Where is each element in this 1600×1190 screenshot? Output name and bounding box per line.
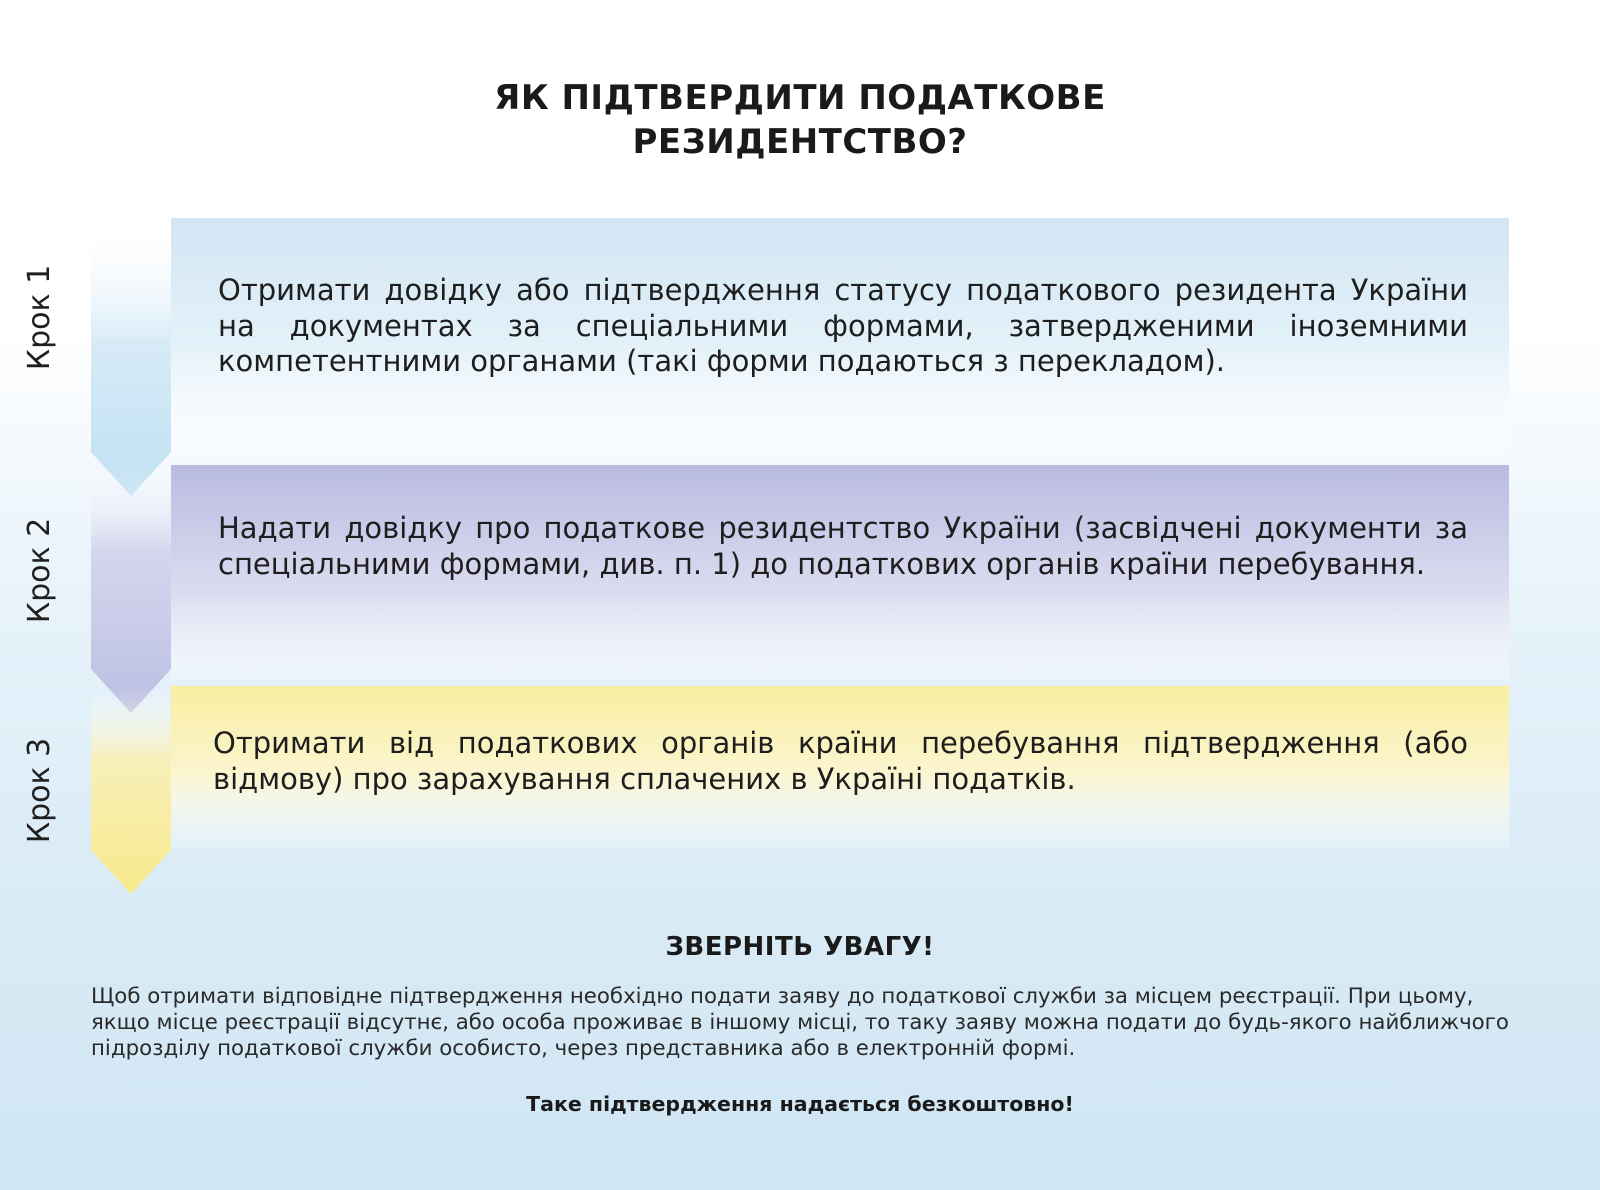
page-title: [0, 76, 1600, 164]
step-3-text: Отримати від податкових органів країни перебування підтвердження (або відмову) про зарахування сплачених в Україні податків.: [213, 726, 1468, 796]
step-3-tab-arrow: [91, 688, 171, 894]
step-2-text: Надати довідку про податкове резидентство України (засвідчені документи за спеціальними формами, див. п. 1) до податкових органів країни перебування.: [218, 511, 1468, 581]
step-1-text: Отримати довідку або підтвердження статусу податкового резидента України на документах за спеціальними формами, затвердженими іноземними компетентними органами (такі форми подаються з перекладом).: [218, 273, 1468, 378]
step-2-label-box: [0, 490, 80, 650]
notice-body: Щоб отримати відповідне підтвердження необхідно подати заяву до податкової служби за місцем реєстрації. При цьому, якщо місце реєстрації відсутнє, або особа проживає в іншому місці, то таку заяву можна подати до будь-якого найближчого підрозділу податкової служби особисто, через представника або в електронній формі.: [91, 984, 1509, 1061]
step-1-tab-arrow: [91, 218, 171, 496]
step-3-label: Крок 3: [22, 737, 58, 843]
step-3-label-box: [0, 710, 80, 870]
notice-heading: ЗВЕРНІТЬ УВАГУ!: [665, 932, 935, 962]
step-2-label: Крок 2: [22, 517, 58, 623]
step-1-label: Крок 1: [22, 264, 58, 371]
step-1-label-box: [0, 230, 80, 405]
page-title-line-2: РЕЗИДЕНТСТВО?: [632, 122, 968, 162]
step-2-tab-arrow: [91, 465, 171, 713]
notice-free-note: Таке підтвердження надається безкоштовно!: [526, 1092, 1074, 1116]
page-title-line-1: ЯК ПІДТВЕРДИТИ ПОДАТКОВЕ: [494, 78, 1106, 118]
